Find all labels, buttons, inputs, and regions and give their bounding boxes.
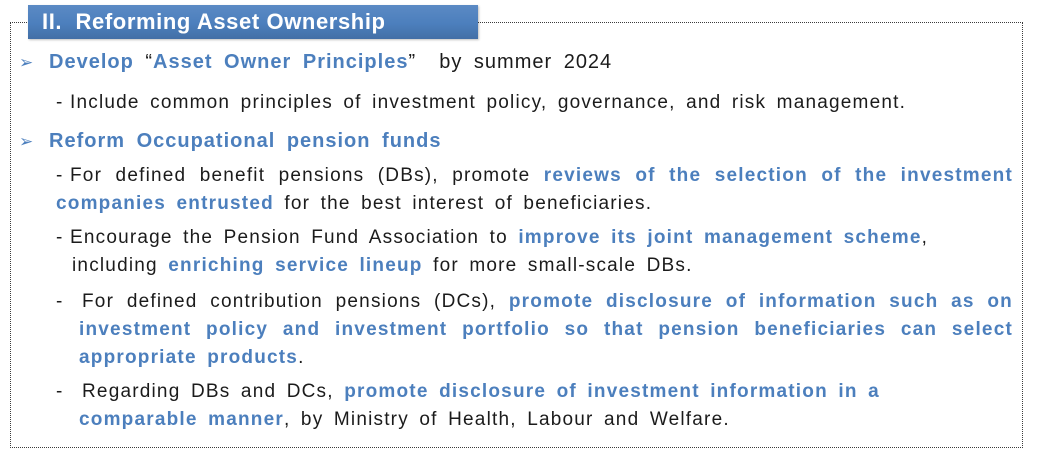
text-segment: reviews of the selection of the investment companies entrusted	[56, 165, 1013, 214]
sub-point	[19, 224, 972, 280]
text-segment: Include common principles of investment policy, governance, and risk management.	[70, 92, 907, 113]
text-segment: improve its joint management scheme	[518, 227, 922, 248]
text-segment: promote disclosure of information such as on investment policy and investment portfolio so that pension beneficiaries can select appropriate products	[79, 291, 1013, 368]
arrow-bullet-icon: ➢	[19, 132, 35, 151]
text-segment: For defined contribution pensions (DCs),	[82, 291, 509, 312]
section-title: II. Reforming Asset Ownership	[42, 9, 386, 34]
section-header	[28, 5, 478, 39]
dash-bullet: -	[56, 165, 64, 186]
text-segment: promote disclosure of investment information in a comparable manner	[79, 381, 880, 430]
text-segment: “	[133, 51, 154, 73]
text-segment: , by Ministry of Health, Labour and Welfare.	[283, 409, 730, 430]
dash-bullet: -	[56, 291, 64, 312]
text-segment: For defined benefit pensions (DBs), promote	[70, 165, 544, 186]
text-segment: .	[298, 347, 305, 368]
dash-bullet: -	[56, 381, 64, 402]
text-segment: for the best interest of beneficiaries.	[273, 193, 653, 214]
dash-bullet: -	[56, 92, 64, 113]
text-segment: enriching service lineup	[168, 255, 423, 276]
sub-point	[19, 378, 959, 434]
text-segment: for more small-scale DBs.	[422, 255, 693, 276]
text-segment: Develop	[49, 51, 134, 73]
arrow-bullet-icon: ➢	[19, 53, 35, 72]
bullet-point	[19, 127, 1013, 156]
sub-point	[19, 89, 1013, 117]
content-area	[19, 44, 1013, 434]
sub-point	[19, 288, 1013, 372]
bullet-point	[19, 48, 1013, 77]
text-segment: , including	[72, 227, 929, 276]
text-segment: Regarding DBs and DCs,	[82, 381, 345, 402]
text-segment: Asset Owner Principles	[153, 51, 409, 73]
text-segment: ” by summer 2024	[408, 51, 613, 73]
dash-bullet: -	[56, 227, 64, 248]
text-segment: Reform Occupational pension funds	[49, 130, 442, 152]
text-segment: Encourage the Pension Fund Association to	[70, 227, 519, 248]
sub-point	[19, 162, 1013, 218]
